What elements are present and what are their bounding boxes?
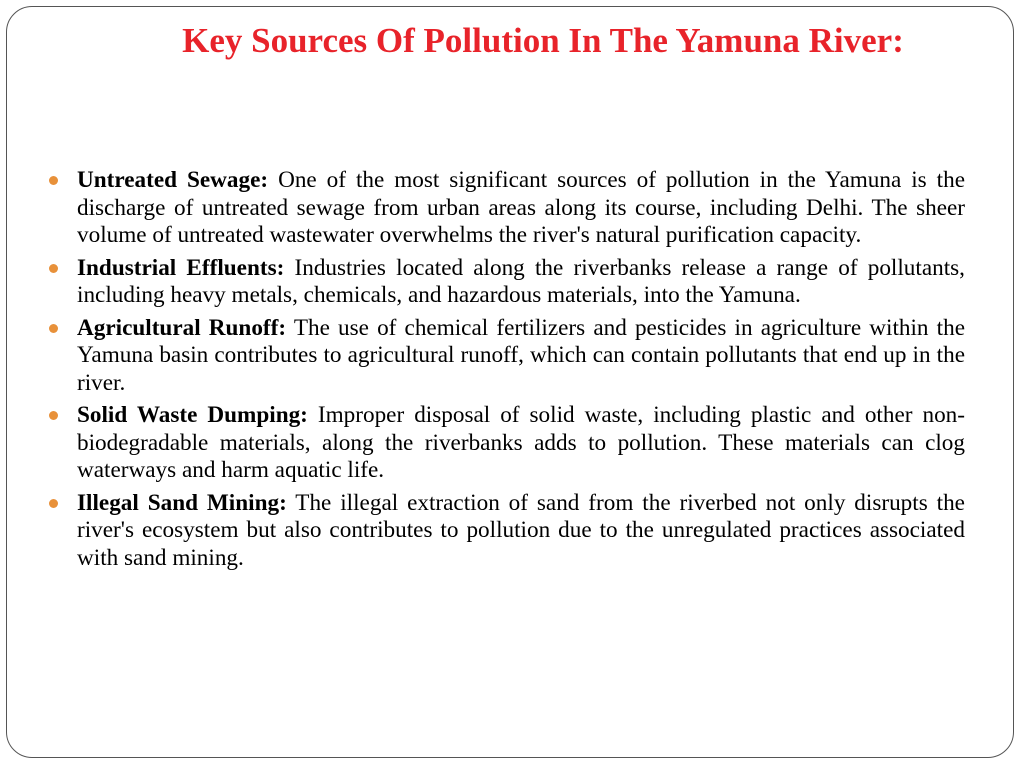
slide-title: Key Sources Of Pollution In The Yamuna River:	[182, 21, 904, 60]
slide-frame	[6, 6, 1014, 758]
bullet-text: The use of chemical fertilizers and pesticides in agriculture within the Yamuna basin contributes to agricultural runoff, which can contain pollutants that end up in the river.	[77, 314, 965, 396]
bullet-list	[47, 167, 965, 577]
bullet-item-solid-waste-dumping	[47, 402, 965, 485]
bullet-text: The illegal extraction of sand from the riverbed not only disrupts the river's ecosystem but also contributes to pollution due to the unregulated practices associated with sand mining.	[77, 489, 965, 571]
bullet-term: Industrial Effluents:	[77, 254, 285, 281]
bullet-text: One of the most significant sources of pollution in the Yamuna is the discharge of untreated sewage from urban areas along its course, including Delhi. The sheer volume of untreated wastewater overwhelms the river's natural purification capacity.	[77, 167, 965, 248]
bullet-item-industrial-effluents	[47, 255, 965, 310]
bullet-item-illegal-sand-mining	[47, 490, 965, 573]
bullet-term: Solid Waste Dumping:	[77, 402, 308, 428]
bullet-text: Improper disposal of solid waste, including plastic and other non-biodegradable materials, along the riverbanks adds to pollution. These materials can clog waterways and harm aquatic life.	[77, 402, 965, 483]
bullet-text: Industries located along the riverbanks release a range of pollutants, including heavy metals, chemicals, and hazardous materials, into the Yamuna.	[77, 254, 965, 308]
bullet-dot-icon	[49, 499, 58, 508]
bullet-item-untreated-sewage	[47, 167, 965, 250]
bullet-dot-icon	[49, 324, 58, 333]
bullet-item-agricultural-runoff	[47, 315, 965, 398]
bullet-dot-icon	[49, 176, 58, 185]
bullet-dot-icon	[49, 411, 58, 420]
bullet-term: Agricultural Runoff:	[77, 314, 287, 341]
bullet-term: Illegal Sand Mining:	[77, 489, 287, 516]
bullet-term: Untreated Sewage:	[77, 167, 269, 193]
bullet-dot-icon	[49, 264, 58, 273]
